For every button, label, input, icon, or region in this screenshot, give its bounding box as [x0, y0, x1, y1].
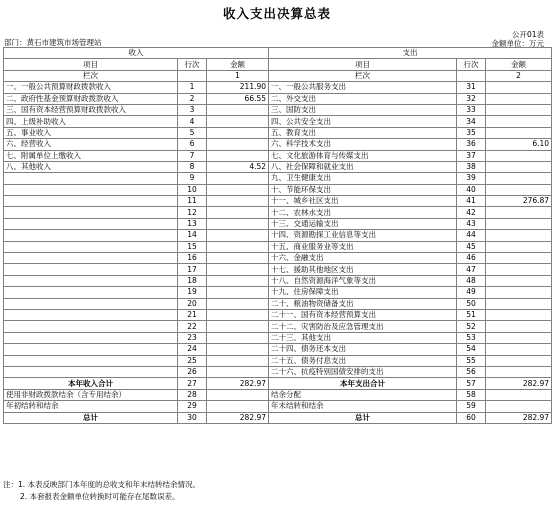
income-row-number: 8 — [178, 161, 207, 172]
income-item: 使用非财政拨款结余（含专用结余） — [4, 389, 178, 400]
income-item — [4, 253, 178, 264]
income-item — [4, 355, 178, 366]
table-row — [4, 104, 552, 115]
page-title: 收入支出决算总表 — [222, 6, 331, 21]
expense-item: 六、科学技术支出 — [269, 139, 457, 150]
income-item: 八、其他收入 — [4, 161, 178, 172]
expense-item: 二十三、其他支出 — [269, 332, 457, 343]
table-row — [4, 412, 552, 423]
income-column-label: 栏次 — [4, 70, 178, 81]
table-row — [4, 355, 552, 366]
expense-item: 二、外交支出 — [269, 93, 457, 104]
income-item: 一、一般公共预算财政拨款收入 — [4, 82, 178, 93]
income-item: 年初结转和结余 — [4, 401, 178, 412]
income-row-number: 22 — [178, 321, 207, 332]
income-row-number: 15 — [178, 241, 207, 252]
expense-row-number: 45 — [457, 241, 486, 252]
expense-item: 八、社会保障和就业支出 — [269, 161, 457, 172]
expense-row-number: 51 — [457, 309, 486, 320]
table-row — [4, 332, 552, 343]
income-amount — [207, 139, 269, 150]
expense-item: 二十五、债务付息支出 — [269, 355, 457, 366]
expense-row-header: 行次 — [457, 59, 486, 70]
income-item — [4, 344, 178, 355]
income-row-number: 17 — [178, 264, 207, 275]
income-amount — [207, 218, 269, 229]
income-amount: 211.90 — [207, 82, 269, 93]
table-row — [4, 389, 552, 400]
income-row-number: 18 — [178, 275, 207, 286]
income-item: 五、事业收入 — [4, 127, 178, 138]
income-column-blank — [178, 70, 207, 81]
expense-row-number: 31 — [457, 82, 486, 93]
income-item — [4, 173, 178, 184]
income-amount — [207, 332, 269, 343]
income-amount-header: 金额 — [207, 59, 269, 70]
income-amount: 282.97 — [207, 412, 269, 423]
income-amount — [207, 309, 269, 320]
expense-row-number: 53 — [457, 332, 486, 343]
expense-amount — [486, 207, 552, 218]
income-column-number: 1 — [207, 70, 269, 81]
table-row — [4, 253, 552, 264]
expense-row-number: 43 — [457, 218, 486, 229]
income-row-number: 6 — [178, 139, 207, 150]
income-row-number: 26 — [178, 366, 207, 377]
table-row — [4, 196, 552, 207]
expense-item: 十八、自然资源海洋气象等支出 — [269, 275, 457, 286]
expense-amount-header: 金额 — [486, 59, 552, 70]
income-row-number: 11 — [178, 196, 207, 207]
expense-row-number: 33 — [457, 104, 486, 115]
table-row — [4, 264, 552, 275]
expense-amount — [486, 401, 552, 412]
table-row — [4, 173, 552, 184]
income-row-number: 29 — [178, 401, 207, 412]
income-amount — [207, 253, 269, 264]
expense-item: 七、文化旅游体育与传媒支出 — [269, 150, 457, 161]
income-item — [4, 298, 178, 309]
expense-item: 二十六、抗疫特别国债安排的支出 — [269, 366, 457, 377]
income-row-number: 27 — [178, 378, 207, 389]
income-row-number: 13 — [178, 218, 207, 229]
income-amount — [207, 275, 269, 286]
expense-amount — [486, 355, 552, 366]
expense-item: 九、卫生健康支出 — [269, 173, 457, 184]
expense-row-number: 50 — [457, 298, 486, 309]
expense-item: 二十二、灾害防治及应急管理支出 — [269, 321, 457, 332]
expense-row-number: 59 — [457, 401, 486, 412]
footnote-1: 注：1. 本表反映部门本年度的总收支和年末结转结余情况。 — [3, 480, 201, 489]
table-row — [4, 298, 552, 309]
income-row-number: 16 — [178, 253, 207, 264]
expense-row-number: 54 — [457, 344, 486, 355]
expense-item: 二十、粮油物资储备支出 — [269, 298, 457, 309]
income-row-number: 21 — [178, 309, 207, 320]
income-row-number: 28 — [178, 389, 207, 400]
expense-item: 二十一、国有资本经营预算支出 — [269, 309, 457, 320]
expense-item: 结余分配 — [269, 389, 457, 400]
expense-row-number: 36 — [457, 139, 486, 150]
expense-row-number: 38 — [457, 161, 486, 172]
expense-row-number: 58 — [457, 389, 486, 400]
income-item — [4, 218, 178, 229]
income-row-number: 7 — [178, 150, 207, 161]
form-code: 公开01表 — [511, 30, 544, 39]
income-item: 六、经营收入 — [4, 139, 178, 150]
expense-amount — [486, 184, 552, 195]
expense-amount — [486, 82, 552, 93]
income-amount: 282.97 — [207, 378, 269, 389]
expense-column-number: 2 — [486, 70, 552, 81]
expense-row-number: 55 — [457, 355, 486, 366]
income-amount — [207, 150, 269, 161]
income-amount — [207, 344, 269, 355]
footnote-2: 2. 本套报表金额单位转换时可能存在尾数误差。 — [20, 492, 180, 501]
table-row — [4, 116, 552, 127]
expense-amount — [486, 321, 552, 332]
income-amount — [207, 401, 269, 412]
expense-amount — [486, 161, 552, 172]
income-row-number: 9 — [178, 173, 207, 184]
expense-row-number: 39 — [457, 173, 486, 184]
expense-amount — [486, 298, 552, 309]
expense-row-number: 46 — [457, 253, 486, 264]
expense-column-blank — [457, 70, 486, 81]
expense-amount: 282.97 — [486, 378, 552, 389]
income-section-header: 收入 — [4, 48, 269, 59]
expense-item: 十六、金融支出 — [269, 253, 457, 264]
expense-amount — [486, 344, 552, 355]
expense-row-number: 37 — [457, 150, 486, 161]
expense-amount — [486, 127, 552, 138]
table-row — [4, 218, 552, 229]
income-item: 本年收入合计 — [4, 378, 178, 389]
expense-item: 十四、资源勘探工业信息等支出 — [269, 230, 457, 241]
expense-row-number: 35 — [457, 127, 486, 138]
table-row — [4, 161, 552, 172]
expense-item: 十七、援助其他地区支出 — [269, 264, 457, 275]
income-amount — [207, 173, 269, 184]
income-item — [4, 309, 178, 320]
expense-row-number: 40 — [457, 184, 486, 195]
expense-amount — [486, 241, 552, 252]
table-row — [4, 309, 552, 320]
table-row — [4, 82, 552, 93]
table-row — [4, 287, 552, 298]
expense-amount: 6.10 — [486, 139, 552, 150]
expense-amount — [486, 332, 552, 343]
income-item — [4, 366, 178, 377]
income-row-number: 20 — [178, 298, 207, 309]
expense-amount: 282.97 — [486, 412, 552, 423]
expense-item: 十九、住房保障支出 — [269, 287, 457, 298]
table-row — [4, 366, 552, 377]
table-row — [4, 207, 552, 218]
income-row-number: 23 — [178, 332, 207, 343]
expense-row-number: 56 — [457, 366, 486, 377]
expense-row-number: 57 — [457, 378, 486, 389]
income-amount — [207, 127, 269, 138]
income-row-number: 24 — [178, 344, 207, 355]
income-row-number: 25 — [178, 355, 207, 366]
table-row — [4, 321, 552, 332]
table-row — [4, 378, 552, 389]
expense-amount — [486, 230, 552, 241]
income-amount — [207, 389, 269, 400]
expense-row-number: 49 — [457, 287, 486, 298]
income-amount: 66.55 — [207, 93, 269, 104]
income-amount — [207, 230, 269, 241]
income-amount: 4.52 — [207, 161, 269, 172]
expense-item: 年末结转和结余 — [269, 401, 457, 412]
table-row — [4, 275, 552, 286]
expense-row-number: 34 — [457, 116, 486, 127]
expense-amount — [486, 309, 552, 320]
expense-item: 二十四、债务还本支出 — [269, 344, 457, 355]
table-row — [4, 93, 552, 104]
expense-column-label: 栏次 — [269, 70, 457, 81]
income-amount — [207, 196, 269, 207]
income-item — [4, 287, 178, 298]
income-row-number: 2 — [178, 93, 207, 104]
expense-item: 三、国防支出 — [269, 104, 457, 115]
income-item: 总计 — [4, 412, 178, 423]
expense-amount — [486, 116, 552, 127]
expense-amount — [486, 366, 552, 377]
income-item: 三、国有资本经营预算财政拨款收入 — [4, 104, 178, 115]
expense-amount — [486, 287, 552, 298]
expense-item: 五、教育支出 — [269, 127, 457, 138]
income-row-header: 行次 — [178, 59, 207, 70]
income-amount — [207, 116, 269, 127]
expense-amount — [486, 264, 552, 275]
table-row — [4, 139, 552, 150]
income-amount — [207, 241, 269, 252]
expense-row-number: 42 — [457, 207, 486, 218]
expense-amount — [486, 93, 552, 104]
income-amount — [207, 184, 269, 195]
expense-amount — [486, 104, 552, 115]
income-item — [4, 230, 178, 241]
income-item: 四、上级补助收入 — [4, 116, 178, 127]
income-amount — [207, 298, 269, 309]
table-row — [4, 150, 552, 161]
expense-row-number: 47 — [457, 264, 486, 275]
expense-amount — [486, 275, 552, 286]
department-label: 部门：黄石市建筑市场管理站 — [4, 38, 102, 47]
income-amount — [207, 366, 269, 377]
income-amount — [207, 207, 269, 218]
expense-item: 十二、农林水支出 — [269, 207, 457, 218]
income-item: 二、政府性基金预算财政拨款收入 — [4, 93, 178, 104]
expense-item: 一、一般公共服务支出 — [269, 82, 457, 93]
expense-item: 十五、商业服务业等支出 — [269, 241, 457, 252]
expense-item: 十一、城乡社区支出 — [269, 196, 457, 207]
expense-row-number: 52 — [457, 321, 486, 332]
expense-amount — [486, 150, 552, 161]
income-item — [4, 275, 178, 286]
income-row-number: 14 — [178, 230, 207, 241]
expense-row-number: 41 — [457, 196, 486, 207]
expense-item: 十、节能环保支出 — [269, 184, 457, 195]
unit-label: 金额单位：万元 — [491, 39, 544, 48]
footnotes — [3, 479, 200, 503]
income-row-number: 1 — [178, 82, 207, 93]
expense-amount — [486, 218, 552, 229]
income-amount — [207, 287, 269, 298]
income-item — [4, 264, 178, 275]
income-item: 七、附属单位上缴收入 — [4, 150, 178, 161]
expense-item: 十三、交通运输支出 — [269, 218, 457, 229]
expense-row-number: 48 — [457, 275, 486, 286]
table-row — [4, 344, 552, 355]
income-row-number: 12 — [178, 207, 207, 218]
budget-summary-table — [3, 47, 552, 424]
expense-row-number: 60 — [457, 412, 486, 423]
income-row-number: 10 — [178, 184, 207, 195]
table-row — [4, 241, 552, 252]
expense-amount — [486, 173, 552, 184]
income-item-header: 项目 — [4, 59, 178, 70]
table-row — [4, 401, 552, 412]
income-amount — [207, 355, 269, 366]
income-item — [4, 184, 178, 195]
table-row — [4, 127, 552, 138]
expense-amount — [486, 389, 552, 400]
income-amount — [207, 264, 269, 275]
income-row-number: 30 — [178, 412, 207, 423]
expense-row-number: 44 — [457, 230, 486, 241]
expense-item: 本年支出合计 — [269, 378, 457, 389]
expense-item-header: 项目 — [269, 59, 457, 70]
income-row-number: 3 — [178, 104, 207, 115]
income-row-number: 5 — [178, 127, 207, 138]
expense-amount — [486, 253, 552, 264]
expense-item: 总计 — [269, 412, 457, 423]
expense-item: 四、公共安全支出 — [269, 116, 457, 127]
income-item — [4, 332, 178, 343]
table-row — [4, 230, 552, 241]
expense-section-header: 支出 — [269, 48, 552, 59]
income-amount — [207, 104, 269, 115]
income-item — [4, 321, 178, 332]
income-item — [4, 241, 178, 252]
income-item — [4, 207, 178, 218]
expense-amount: 276.87 — [486, 196, 552, 207]
income-row-number: 4 — [178, 116, 207, 127]
table-row — [4, 184, 552, 195]
income-amount — [207, 321, 269, 332]
income-row-number: 19 — [178, 287, 207, 298]
income-item — [4, 196, 178, 207]
expense-row-number: 32 — [457, 93, 486, 104]
